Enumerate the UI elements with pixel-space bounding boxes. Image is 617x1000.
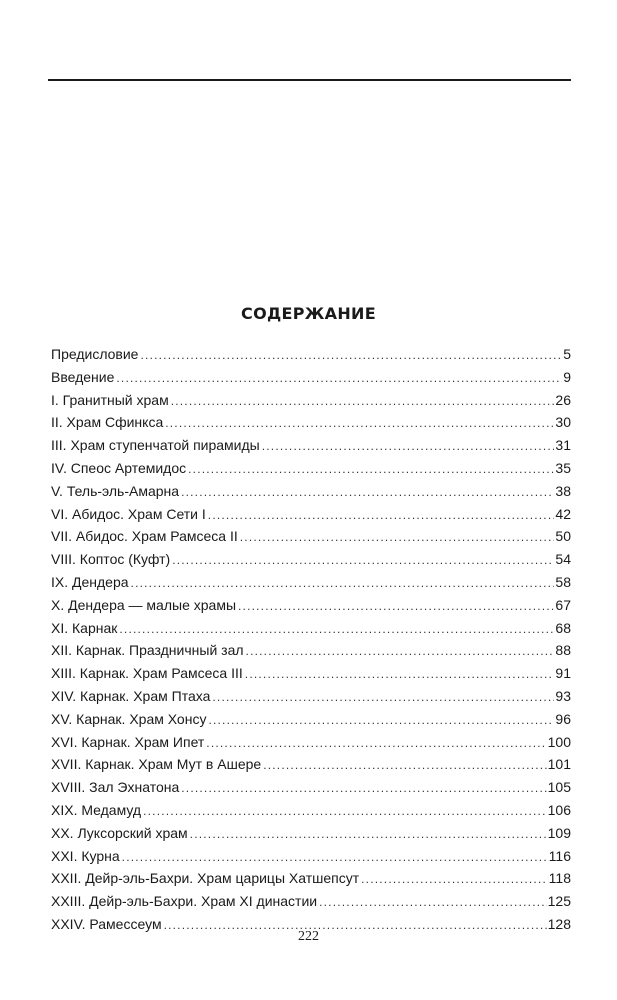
toc-entry-page: 100: [547, 733, 571, 750]
dot-leader: [165, 416, 554, 430]
toc-entry-title: Предисловие: [51, 346, 139, 362]
dot-leader: [140, 348, 562, 362]
dot-leader: [245, 667, 555, 681]
toc-entry-title: XV. Карнак. Храм Хонсу: [51, 710, 207, 727]
toc-entry-title: III. Храм ступенчатой пирамиды: [51, 437, 260, 454]
toc-entry-title: XXIII. Дейр-эль-Бахри. Храм XI династии: [51, 893, 318, 910]
toc-entry-title: VI. Абидос. Храм Сети I: [51, 505, 206, 522]
toc-entry-title: XVII. Карнак. Храм Мут в Ашере: [51, 756, 262, 773]
toc-heading: СОДЕРЖАНИЕ: [241, 304, 376, 323]
dot-leader: [212, 690, 554, 704]
toc-entry-page: 106: [547, 801, 571, 818]
toc-entry: [51, 665, 571, 688]
toc-entry-page: 9: [563, 368, 571, 385]
dot-leader: [172, 553, 554, 567]
dot-leader: [238, 599, 554, 613]
toc-entry-title: Введение: [51, 368, 115, 385]
toc-entry: [51, 620, 571, 643]
toc-entry: [51, 551, 571, 574]
toc-entry: [51, 711, 571, 734]
toc-entry-title: XI. Карнак: [51, 619, 118, 636]
toc-entry-title: X. Дендера — малые храмы: [51, 596, 237, 613]
toc-entry-page: 128: [547, 915, 571, 932]
toc-list: [51, 346, 571, 939]
toc-entry: [51, 460, 571, 483]
dot-leader: [188, 462, 554, 476]
toc-entry-title: XVIII. Зал Эхнатона: [51, 779, 180, 796]
toc-entry: [51, 734, 571, 757]
toc-entry-title: XVI. Карнак. Храм Ипет: [51, 733, 205, 750]
toc-entry-page: 38: [555, 482, 571, 499]
dot-leader: [263, 758, 546, 772]
toc-entry: [51, 642, 571, 665]
toc-entry-page: 35: [555, 459, 571, 476]
toc-entry-page: 96: [555, 710, 571, 727]
toc-entry-page: 26: [555, 391, 571, 408]
toc-entry-page: 88: [555, 642, 571, 659]
toc-entry-page: 93: [555, 687, 571, 704]
toc-entry-page: 42: [555, 505, 571, 522]
toc-entry: [51, 802, 571, 825]
toc-entry-page: 67: [555, 596, 571, 613]
toc-entry-page: 50: [555, 528, 571, 545]
dot-leader: [246, 644, 555, 658]
toc-entry-page: 5: [563, 346, 571, 362]
dot-leader: [143, 804, 547, 818]
toc-entry: [51, 597, 571, 620]
toc-entry: [51, 414, 571, 437]
dot-leader: [181, 485, 554, 499]
dot-leader: [119, 622, 554, 636]
toc-entry: [51, 483, 571, 506]
toc-entry: [51, 893, 571, 916]
toc-entry-page: 91: [555, 665, 571, 682]
dot-leader: [361, 872, 548, 886]
toc-entry-page: 68: [555, 619, 571, 636]
toc-entry-title: XXI. Курна: [51, 847, 120, 864]
toc-entry: [51, 870, 571, 893]
toc-entry-page: 118: [548, 870, 571, 887]
dot-leader: [122, 850, 548, 864]
toc-entry-page: 31: [555, 437, 571, 454]
toc-entry: [51, 528, 571, 551]
dot-leader: [208, 713, 554, 727]
dot-leader: [181, 781, 546, 795]
toc-entry-title: XIII. Карнак. Храм Рамсеса III: [51, 665, 243, 682]
toc-entry-title: IV. Спеос Артемидос: [51, 459, 187, 476]
toc-entry: [51, 369, 571, 392]
dot-leader: [206, 736, 546, 750]
dot-leader: [262, 439, 555, 453]
toc-entry: [51, 848, 571, 871]
toc-entry-title: XX. Луксорский храм: [51, 824, 188, 841]
toc-entry-page: 58: [555, 573, 571, 590]
toc-entry: [51, 574, 571, 597]
toc-entry: [51, 506, 571, 529]
dot-leader: [208, 508, 555, 522]
toc-entry-title: XII. Карнак. Праздничный зал: [51, 642, 244, 659]
toc-entry-page: 101: [547, 756, 571, 773]
toc-entry-title: XIX. Медамуд: [51, 801, 142, 818]
toc-entry-title: XXIV. Рамессеум: [51, 915, 162, 932]
toc-entry-title: V. Тель-эль-Амарна: [51, 482, 180, 499]
toc-entry-page: 116: [548, 847, 571, 864]
dot-leader: [240, 530, 555, 544]
toc-entry-page: 30: [555, 414, 571, 431]
toc-entry-page: 125: [547, 893, 571, 910]
dot-leader: [131, 576, 555, 590]
page-number: 222: [298, 929, 319, 944]
toc-entry: [51, 346, 571, 369]
toc-entry-page: 105: [547, 779, 571, 796]
toc-entry: [51, 392, 571, 415]
toc-entry: [51, 779, 571, 802]
toc-entry-title: I. Гранитный храм: [51, 391, 169, 408]
top-rule: [48, 79, 571, 81]
toc-entry-title: XIV. Карнак. Храм Птаха: [51, 687, 211, 704]
toc-entry-page: 109: [547, 824, 571, 841]
toc-entry: [51, 437, 571, 460]
toc-entry-title: XXII. Дейр-эль-Бахри. Храм царицы Хатшепсут: [51, 870, 360, 887]
toc-entry-page: 54: [555, 551, 571, 568]
toc-entry-title: IX. Дендера: [51, 573, 129, 590]
dot-leader: [116, 371, 562, 385]
toc-entry-title: II. Храм Сфинкса: [51, 414, 164, 431]
toc-entry: [51, 825, 571, 848]
toc-entry: [51, 688, 571, 711]
toc-entry: [51, 756, 571, 779]
dot-leader: [190, 827, 547, 841]
dot-leader: [171, 394, 555, 408]
toc-entry-title: VIII. Коптос (Куфт): [51, 551, 171, 568]
toc-entry-title: VII. Абидос. Храм Рамсеса II: [51, 528, 238, 545]
dot-leader: [319, 895, 547, 909]
